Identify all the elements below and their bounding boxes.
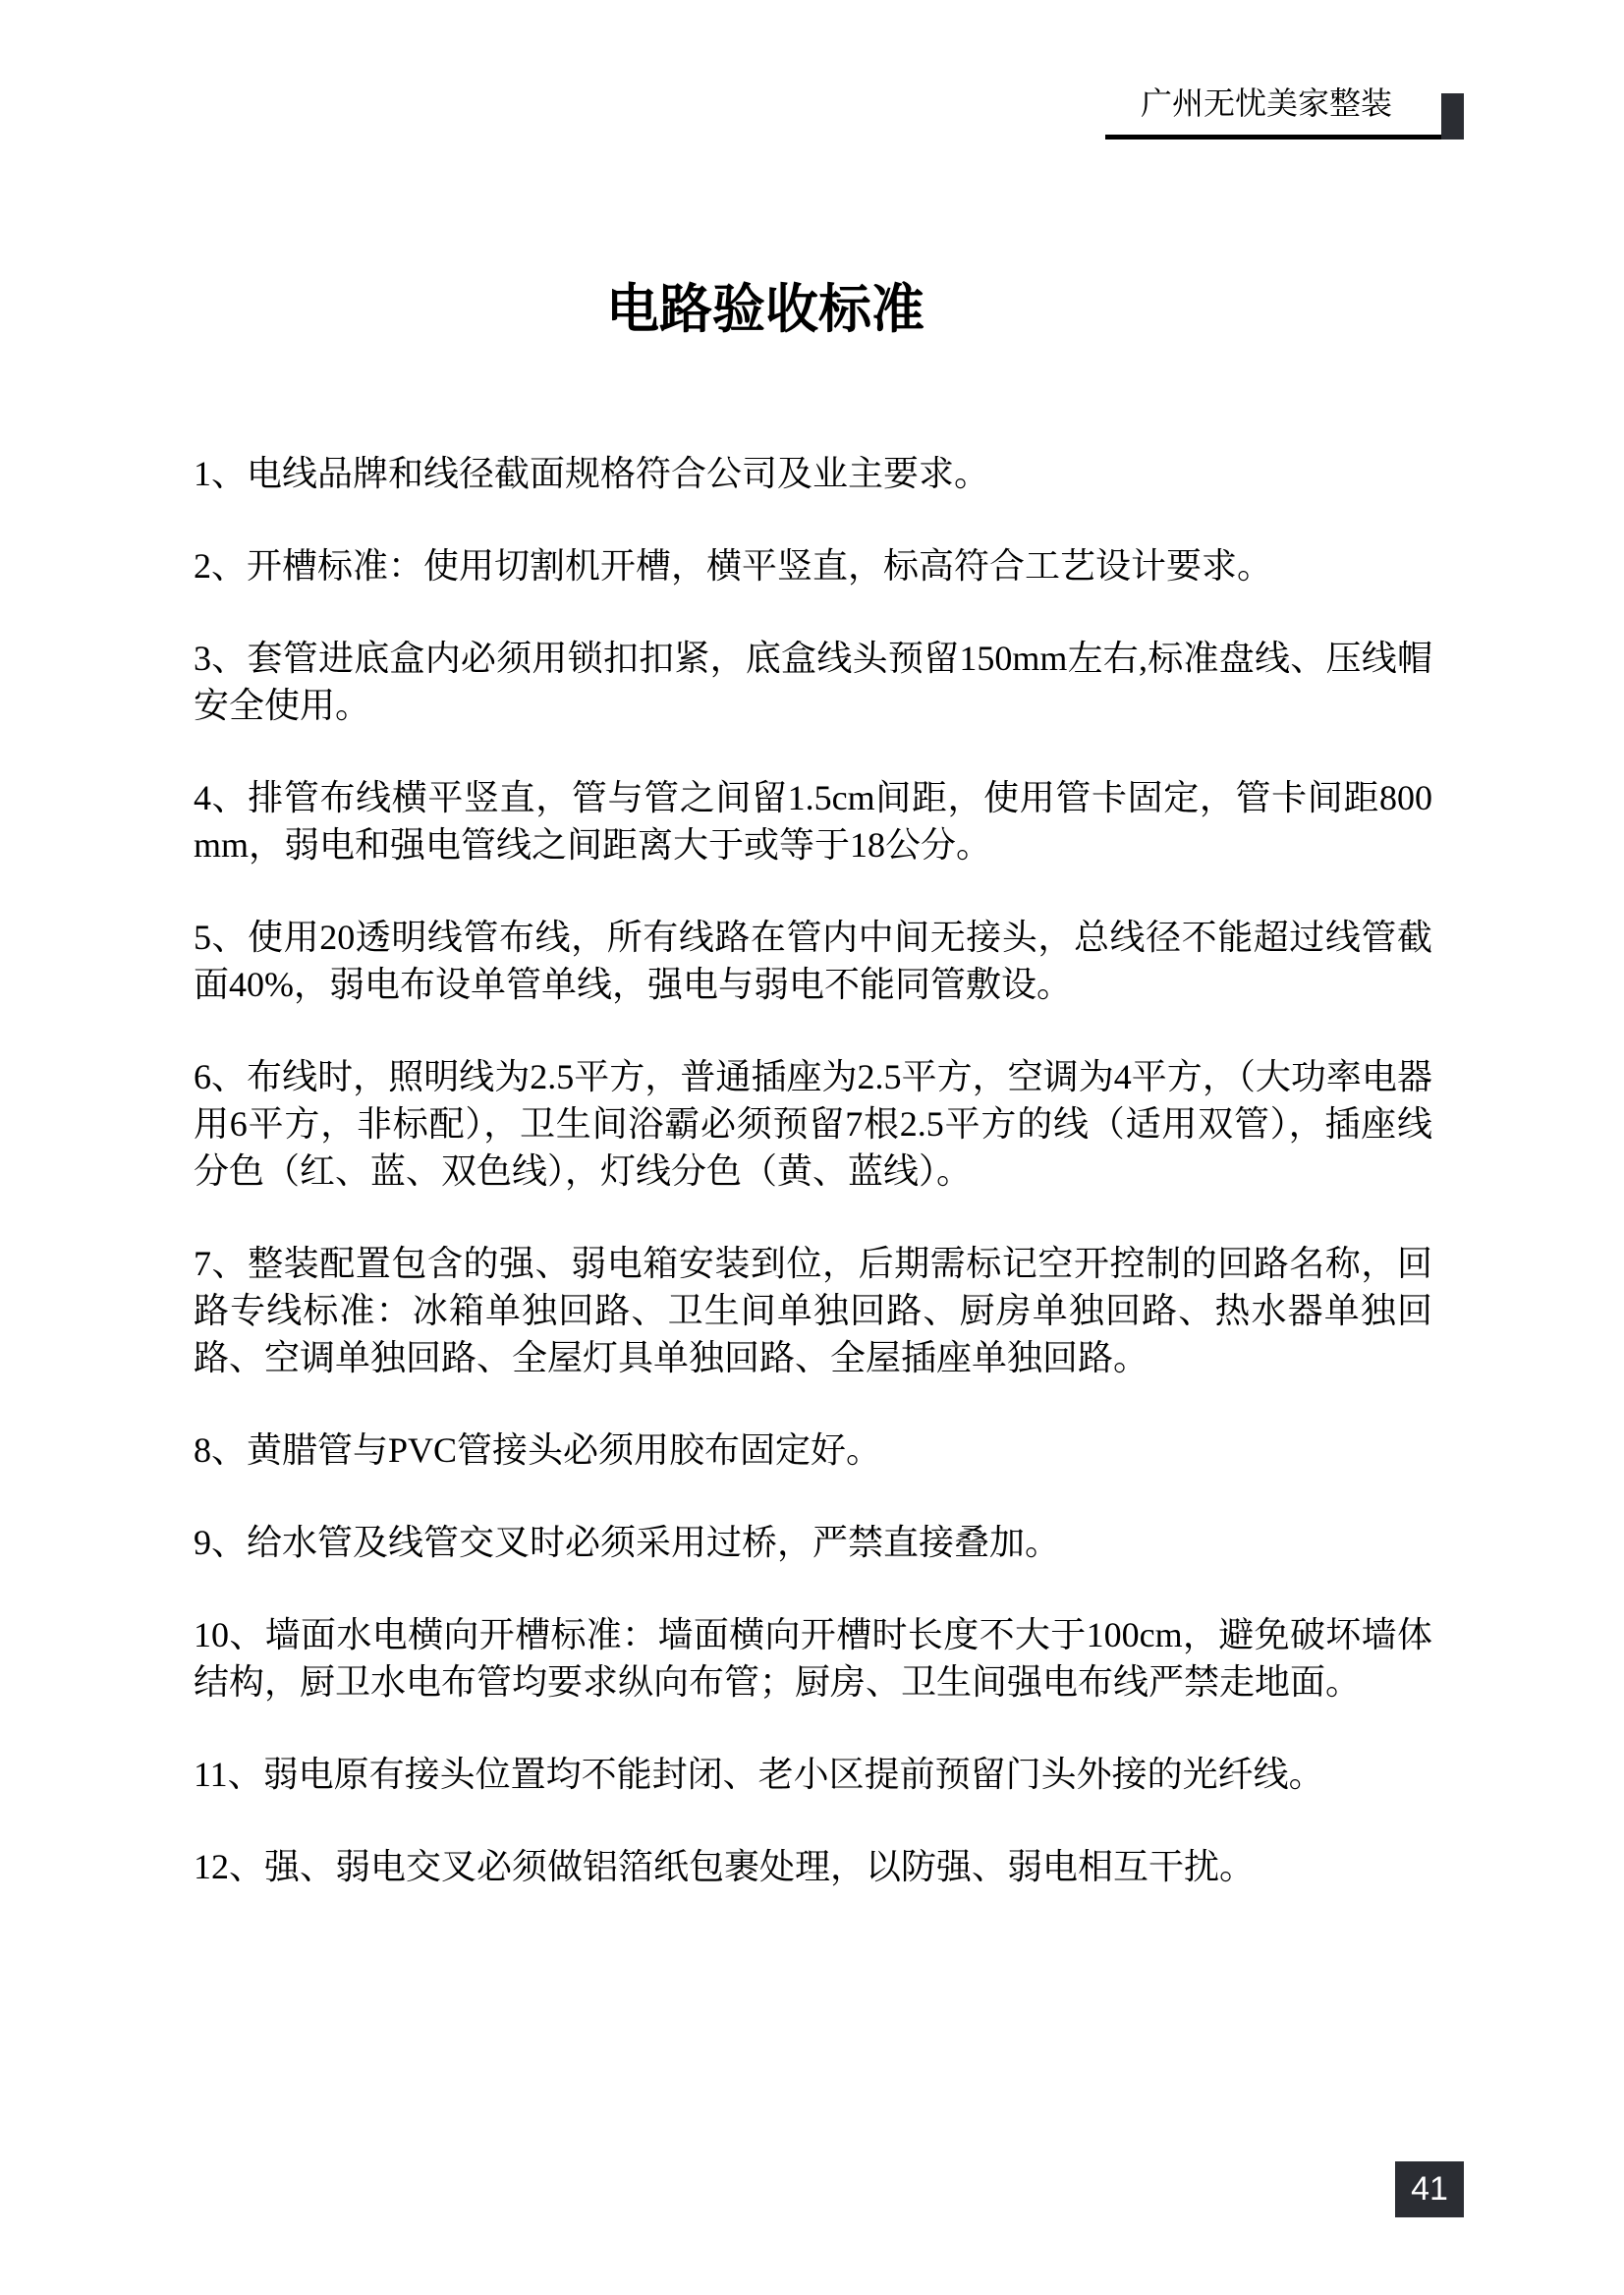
- list-item: 4、排管布线横平竖直，管与管之间留1.5cm间距，使用管卡固定，管卡间距800mm，弱电和强电管线之间距离大于或等于18公分。: [194, 778, 1432, 865]
- page-number: 41: [1411, 2170, 1448, 2208]
- list-item: 5、使用20透明线管布线，所有线路在管内中间无接头，总线径不能超过线管截面40%，弱电布设单管单线，强电与弱电不能同管敷设。: [194, 918, 1432, 1004]
- page-title: 电路验收标准: [606, 280, 924, 339]
- list-item: 8、黄腊管与PVC管接头必须用胶布固定好。: [194, 1430, 882, 1470]
- header-accent-block: [1441, 93, 1464, 140]
- standards-list: [194, 450, 1432, 1935]
- list-item: 1、电线品牌和线径截面规格符合公司及业主要求。: [194, 454, 990, 493]
- list-item: 6、布线时，照明线为2.5平方，普通插座为2.5平方，空调为4平方，（大功率电器用6平方，非标配），卫生间浴霸必须预留7根2.5平方的线（适用双管），插座线分色（红、蓝、双色线），灯线分色（黄、蓝线）。: [194, 1057, 1432, 1191]
- company-name: 广州无忧美家整装: [1140, 85, 1392, 121]
- list-item: 7、整装配置包含的强、弱电箱安装到位，后期需标记空开控制的回路名称，回路专线标准：冰箱单独回路、卫生间单独回路、厨房单独回路、热水器单独回路、空调单独回路、全屋灯具单独回路、全屋插座单独回路。: [194, 1244, 1432, 1377]
- list-item: 11、弱电原有接头位置均不能封闭、老小区提前预留门头外接的光纤线。: [194, 1755, 1324, 1794]
- page-number-badge: [1395, 2161, 1464, 2217]
- list-item: 2、开槽标准：使用切割机开槽，横平竖直，标高符合工艺设计要求。: [194, 546, 1273, 586]
- list-item: 10、墙面水电横向开槽标准：墙面横向开槽时长度不大于100cm，避免破坏墙体结构，厨卫水电布管均要求纵向布管；厨房、卫生间强电布线严禁走地面。: [194, 1615, 1432, 1702]
- header-rule: [1105, 135, 1441, 140]
- list-item: 3、套管进底盒内必须用锁扣扣紧，底盒线头预留150mm左右,标准盘线、压线帽安全使用。: [194, 639, 1432, 725]
- list-item: 9、给水管及线管交叉时必须采用过桥，严禁直接叠加。: [194, 1523, 1061, 1562]
- list-item: 12、强、弱电交叉必须做铝箔纸包裹处理，以防强、弱电相互干扰。: [194, 1847, 1256, 1886]
